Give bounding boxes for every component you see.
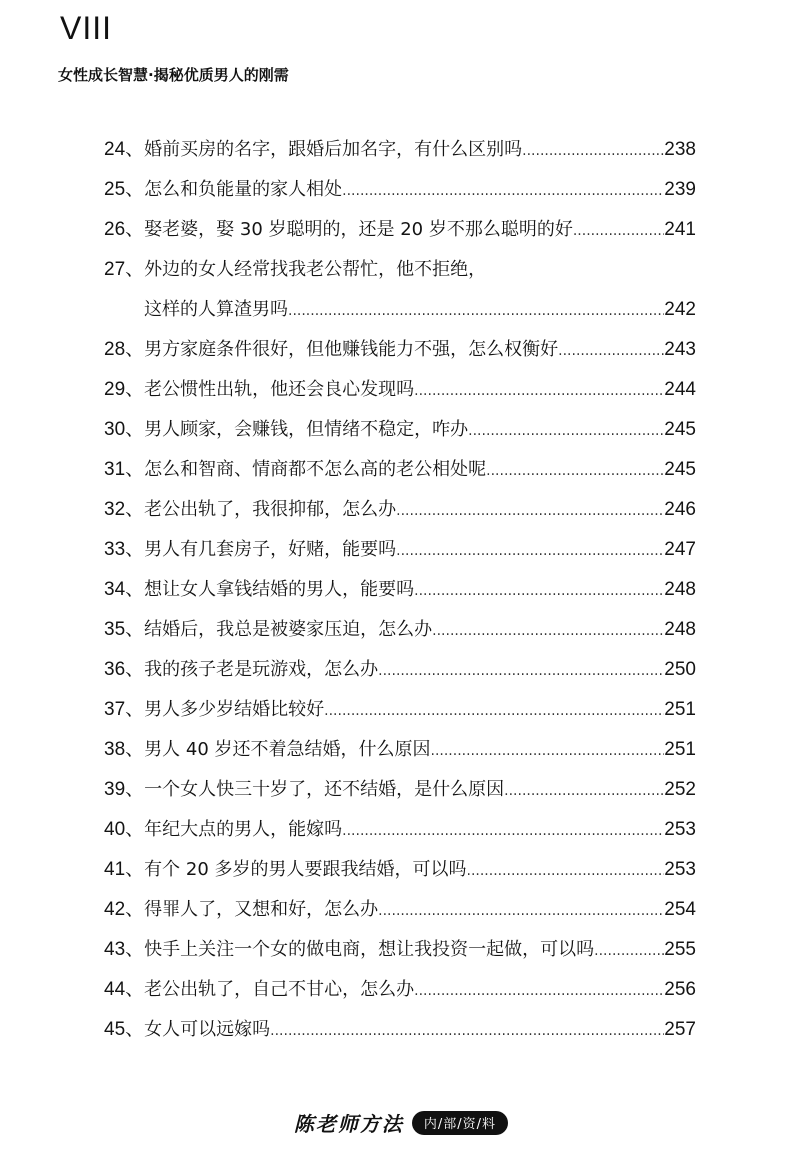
- toc-entry-title: 婚前买房的名字，跟婚后加名字，有什么区别吗: [144, 139, 523, 160]
- toc-entry: [104, 410, 696, 450]
- toc-entry: [104, 1010, 696, 1050]
- toc-entry-page: 255: [664, 939, 696, 960]
- toc-dot-leader: [558, 331, 664, 371]
- toc-entry-number: 24、: [104, 139, 145, 160]
- toc-entry-number: 44、: [104, 979, 145, 1000]
- toc-dot-leader: [378, 891, 664, 931]
- toc-entry-number: 36、: [104, 659, 145, 680]
- toc-entry-number: 39、: [104, 779, 145, 800]
- toc-entry-page: 245: [664, 419, 696, 440]
- toc-entry-number: 26、: [104, 219, 145, 240]
- toc-entry: [104, 610, 696, 650]
- toc-entry-number: 33、: [104, 539, 145, 560]
- toc-entry: [104, 130, 696, 170]
- toc-dot-leader: [504, 771, 664, 811]
- toc-entry-number: 29、: [104, 379, 145, 400]
- toc-entry-number: 41、: [104, 859, 145, 880]
- toc-dot-leader: [468, 411, 664, 451]
- toc-entry-number: 30、: [104, 419, 145, 440]
- toc-entry: [104, 690, 696, 730]
- toc-entry: [104, 210, 696, 250]
- toc-entry-title: 男人顾家，会赚钱，但情绪不稳定，咋办: [144, 419, 469, 440]
- toc-entry-page: 248: [664, 619, 696, 640]
- toc-entry-title: 这样的人算渣男吗: [144, 299, 288, 320]
- toc-entry-number: 35、: [104, 619, 145, 640]
- toc-dot-leader: [431, 731, 665, 771]
- toc-dot-leader: [396, 491, 664, 531]
- toc-entry-title: 怎么和负能量的家人相处: [144, 179, 343, 200]
- toc-entry-page: 247: [664, 539, 696, 560]
- toc-entry-title: 一个女人快三十岁了，还不结婚，是什么原因: [144, 779, 505, 800]
- toc-dot-leader: [594, 931, 664, 971]
- toc-dot-leader: [342, 811, 664, 851]
- toc-dot-leader: [378, 651, 664, 691]
- footer: [0, 1108, 802, 1137]
- toc-entry: [104, 850, 696, 890]
- toc-entry: [104, 370, 696, 410]
- toc-entry: [104, 650, 696, 690]
- toc-entry: [104, 450, 696, 490]
- toc-entry: [104, 930, 696, 970]
- toc-dot-leader: [522, 131, 664, 171]
- toc-entry-title: 男人多少岁结婚比较好: [144, 699, 325, 720]
- toc-entry: [104, 810, 696, 850]
- book-title: 女性成长智慧·揭秘优质男人的刚需: [58, 66, 289, 84]
- toc-entry-page: 250: [664, 659, 696, 680]
- footer-brand: 陈老师方法: [293, 1112, 404, 1136]
- toc-entry-page: 256: [664, 979, 696, 1000]
- toc-entry-title: 男人 40 岁还不着急结婚，什么原因: [144, 739, 431, 760]
- toc-entry-title: 我的孩子老是玩游戏，怎么办: [144, 659, 379, 680]
- toc-entry-title: 娶老婆，娶 30 岁聪明的，还是 20 岁不那么聪明的好: [144, 219, 573, 240]
- toc-entry-page: 243: [664, 339, 696, 360]
- toc-entry-page: 254: [664, 899, 696, 920]
- toc-entry-page: 244: [664, 379, 696, 400]
- toc-entry-title: 有个 20 多岁的男人要跟我结婚，可以吗: [144, 859, 467, 880]
- toc-entry: [104, 570, 696, 610]
- toc-entry-number: 40、: [104, 819, 145, 840]
- toc-entry-title: 女人可以远嫁吗: [144, 1019, 271, 1040]
- toc-entry-number: 38、: [104, 739, 145, 760]
- toc-entry-page: 238: [664, 139, 696, 160]
- toc-entry-title: 男人有几套房子，好赌，能要吗: [144, 539, 397, 560]
- toc-entry: [104, 770, 696, 810]
- toc-entry-number: 31、: [104, 459, 145, 480]
- toc-entry-page: 245: [664, 459, 696, 480]
- footer-badge: 内/部/资/料: [412, 1111, 508, 1135]
- toc-entry: [104, 250, 696, 290]
- toc-entry-title: 怎么和智商、情商都不怎么高的老公相处呢: [144, 459, 487, 480]
- toc-entry-page: 251: [664, 739, 696, 760]
- toc-entry-number: 34、: [104, 579, 145, 600]
- toc-entry-number: 27、: [104, 259, 145, 280]
- toc-entry-page: 257: [664, 1019, 696, 1040]
- toc-dot-leader: [396, 531, 664, 571]
- page-number: VIII: [60, 10, 113, 46]
- toc-dot-leader: [270, 1011, 664, 1051]
- toc-entry-page: 241: [664, 219, 696, 240]
- toc-entry-number: 25、: [104, 179, 145, 200]
- toc-entry-page: 248: [664, 579, 696, 600]
- toc-dot-leader: [414, 571, 664, 611]
- toc-entry-title: 快手上关注一个女的做电商，想让我投资一起做，可以吗: [144, 939, 595, 960]
- toc-dot-leader: [573, 211, 664, 251]
- toc-entry-number: 42、: [104, 899, 145, 920]
- toc-entry-title: 老公出轨了，我很抑郁，怎么办: [144, 499, 397, 520]
- toc-entry: [104, 290, 696, 330]
- toc-entry: [104, 730, 696, 770]
- toc-entry-page: 246: [664, 499, 696, 520]
- toc-dot-leader: [288, 291, 664, 331]
- toc-entry-page: 239: [664, 179, 696, 200]
- table-of-contents: [104, 130, 696, 1050]
- toc-dot-leader: [432, 611, 664, 651]
- toc-entry-title: 年纪大点的男人，能嫁吗: [144, 819, 343, 840]
- toc-entry: [104, 890, 696, 930]
- toc-entry-number: 43、: [104, 939, 145, 960]
- toc-entry-page: 252: [664, 779, 696, 800]
- toc-dot-leader: [467, 851, 665, 891]
- toc-dot-leader: [342, 171, 664, 211]
- toc-entry-number: 37、: [104, 699, 145, 720]
- toc-entry: [104, 330, 696, 370]
- toc-dot-leader: [324, 691, 664, 731]
- toc-dot-leader: [486, 451, 664, 491]
- toc-dot-leader: [414, 371, 664, 411]
- toc-entry-title: 老公惯性出轨，他还会良心发现吗: [144, 379, 415, 400]
- toc-entry-number: 28、: [104, 339, 145, 360]
- toc-entry-number: 45、: [104, 1019, 145, 1040]
- toc-entry-title: 外边的女人经常找我老公帮忙，他不拒绝，: [144, 259, 487, 280]
- toc-entry-page: 251: [664, 699, 696, 720]
- toc-entry-title: 想让女人拿钱结婚的男人，能要吗: [144, 579, 415, 600]
- toc-entry-title: 男方家庭条件很好，但他赚钱能力不强，怎么权衡好: [144, 339, 559, 360]
- toc-entry-page: 253: [664, 819, 696, 840]
- toc-entry: [104, 970, 696, 1010]
- toc-entry: [104, 170, 696, 210]
- toc-dot-leader: [414, 971, 664, 1011]
- toc-entry-title: 老公出轨了，自己不甘心，怎么办: [144, 979, 415, 1000]
- toc-entry-number: 32、: [104, 499, 145, 520]
- toc-entry: [104, 530, 696, 570]
- toc-entry: [104, 490, 696, 530]
- toc-entry-title: 得罪人了，又想和好，怎么办: [144, 899, 379, 920]
- toc-entry-page: 253: [664, 859, 696, 880]
- toc-entry-title: 结婚后，我总是被婆家压迫，怎么办: [144, 619, 433, 640]
- toc-entry-page: 242: [664, 299, 696, 320]
